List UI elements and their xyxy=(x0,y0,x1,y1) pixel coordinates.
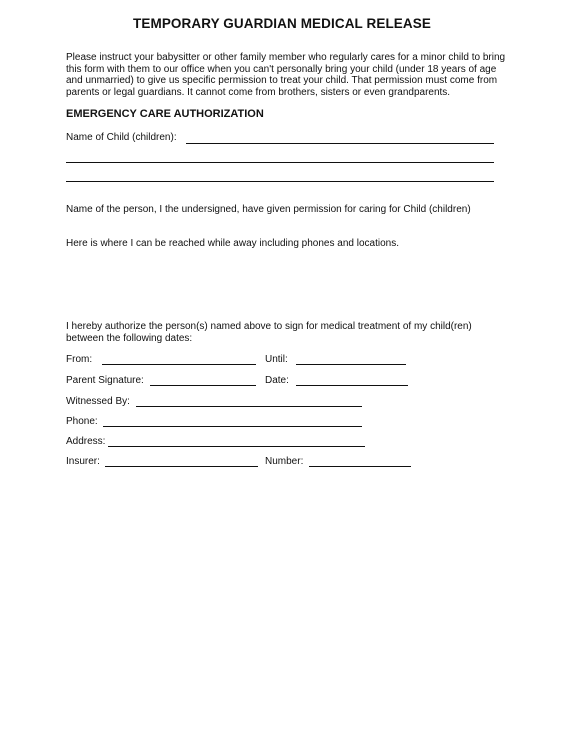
from-date-field[interactable] xyxy=(102,364,256,365)
child-name-label: Name of Child (children): xyxy=(66,132,177,143)
witnessed-by-label: Witnessed By: xyxy=(66,396,130,407)
address-label: Address: xyxy=(66,436,106,447)
address-field[interactable] xyxy=(108,446,365,447)
number-field[interactable] xyxy=(309,466,411,467)
person-statement: Name of the person, I the undersigned, have given permission for caring for Child (children) xyxy=(66,204,471,215)
phone-label: Phone: xyxy=(66,416,98,427)
phone-field[interactable] xyxy=(103,426,362,427)
child-name-field[interactable] xyxy=(186,143,494,144)
parent-signature-label: Parent Signature: xyxy=(66,375,144,386)
section-heading: EMERGENCY CARE AUTHORIZATION xyxy=(66,108,264,120)
witnessed-by-field[interactable] xyxy=(136,406,362,407)
until-label: Until: xyxy=(265,354,288,365)
insurer-field[interactable] xyxy=(105,466,258,467)
until-date-field[interactable] xyxy=(296,364,406,365)
insurer-label: Insurer: xyxy=(66,456,100,467)
from-label: From: xyxy=(66,354,93,365)
intro-paragraph: Please instruct your babysitter or other family member who regularly cares for a minor child to bring this form with them to our office when you can't personally bring your child (under 18 years of age and unmarried) to give us specific permission to treat your child. That permission must come from parents or legal guardians. It cannot come from brothers, sisters or even grandparents. xyxy=(66,52,506,98)
date-label: Date: xyxy=(265,375,289,386)
child-name-field-line-2[interactable] xyxy=(66,162,494,163)
form-title: TEMPORARY GUARDIAN MEDICAL RELEASE xyxy=(133,16,431,31)
parent-signature-field[interactable] xyxy=(150,385,256,386)
date-field[interactable] xyxy=(296,385,408,386)
number-label: Number: xyxy=(265,456,304,467)
contact-statement: Here is where I can be reached while away including phones and locations. xyxy=(66,238,399,249)
authorization-statement: I hereby authorize the person(s) named above to sign for medical treatment of my child(ren) between the following dates: xyxy=(66,321,472,344)
child-name-field-line-3[interactable] xyxy=(66,181,494,182)
